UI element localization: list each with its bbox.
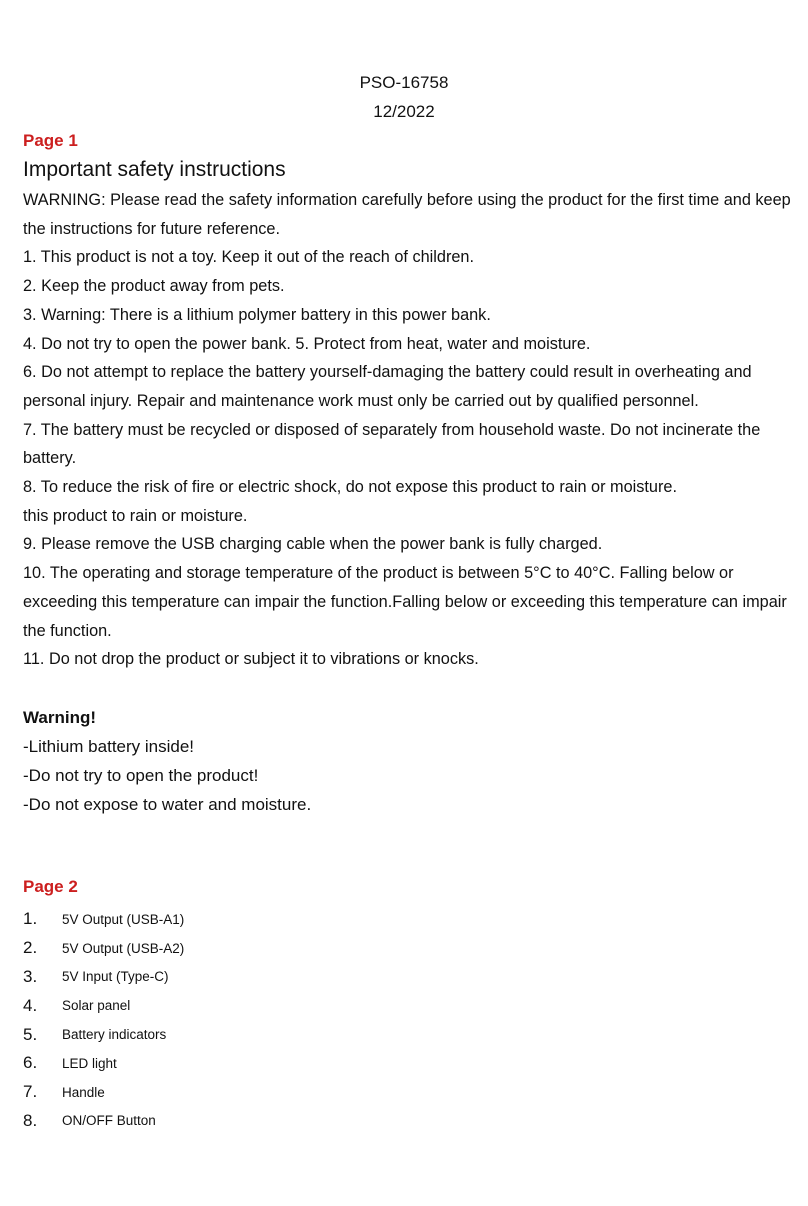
list-item <box>23 934 184 963</box>
item-label: 5V Output (USB-A2) <box>62 940 185 956</box>
page-2-label: Page 2 <box>23 877 78 896</box>
item-number: 5. <box>23 1024 38 1044</box>
item-number: 3. <box>23 966 38 986</box>
safety-instructions <box>23 186 798 674</box>
list-item <box>23 1078 184 1107</box>
item-label: 5V Input (Type-C) <box>62 969 169 985</box>
warning-intro: WARNING: Please read the safety information carefully before using the product for the first time and keep the instructions for future reference. <box>23 191 791 238</box>
product-code: PSO-16758 <box>359 73 449 92</box>
instruction-4-5: 4. Do not try to open the power bank. 5. Protect from heat, water and moisture. <box>23 334 591 353</box>
item-number: 8. <box>23 1110 38 1130</box>
item-number: 4. <box>23 995 38 1015</box>
page-1-label: Page 1 <box>23 131 78 150</box>
item-label: LED light <box>62 1055 117 1071</box>
warning-block <box>23 703 311 819</box>
safety-title: Important safety instructions <box>23 158 286 181</box>
instruction-7: 7. The battery must be recycled or disposed of separately from household waste. Do not incinerate the battery. <box>23 420 761 468</box>
document-date: 12/2022 <box>373 102 435 121</box>
item-label: 5V Output (USB-A1) <box>62 911 185 927</box>
warning-title: Warning! <box>23 708 97 727</box>
instruction-9: 9. Please remove the USB charging cable when the power bank is fully charged. <box>23 535 603 554</box>
list-item <box>23 1020 184 1049</box>
list-item <box>23 905 184 934</box>
item-label: Solar panel <box>62 998 131 1014</box>
instruction-3: 3. Warning: There is a lithium polymer battery in this power bank. <box>23 305 491 324</box>
instruction-6: 6. Do not attempt to replace the battery yourself-damaging the battery could result in overheating and personal injury. Repair and maintenance work must only be carried out by qualified personnel. <box>23 363 752 410</box>
item-label: Handle <box>62 1084 105 1100</box>
item-label: Battery indicators <box>62 1027 167 1043</box>
list-item <box>23 991 184 1020</box>
instruction-11: 11. Do not drop the product or subject it to vibrations or knocks. <box>23 650 479 669</box>
instruction-8-duplicate: this product to rain or moisture. <box>23 506 248 525</box>
instruction-1: 1. This product is not a toy. Keep it out of the reach of children. <box>23 248 475 267</box>
instruction-10: 10. The operating and storage temperature of the product is between 5°C to 40°C. Falling below or exceeding this temperature can impair the function.Falling below or exceeding this temperature can impair the function. <box>23 564 787 640</box>
warning-item: -Do not expose to water and moisture. <box>23 795 312 814</box>
item-number: 7. <box>23 1082 38 1102</box>
item-number: 2. <box>23 938 38 958</box>
warning-item: -Lithium battery inside! <box>23 737 195 756</box>
parts-list <box>23 905 184 1135</box>
list-item <box>23 1107 184 1136</box>
instruction-2: 2. Keep the product away from pets. <box>23 277 285 296</box>
item-number: 1. <box>23 909 38 929</box>
item-label: ON/OFF Button <box>62 1113 156 1129</box>
item-number: 6. <box>23 1053 38 1073</box>
warning-item: -Do not try to open the product! <box>23 766 259 785</box>
instruction-8: 8. To reduce the risk of fire or electric shock, do not expose this product to rain or moisture. <box>23 478 677 497</box>
list-item <box>23 963 184 992</box>
list-item <box>23 1049 184 1078</box>
